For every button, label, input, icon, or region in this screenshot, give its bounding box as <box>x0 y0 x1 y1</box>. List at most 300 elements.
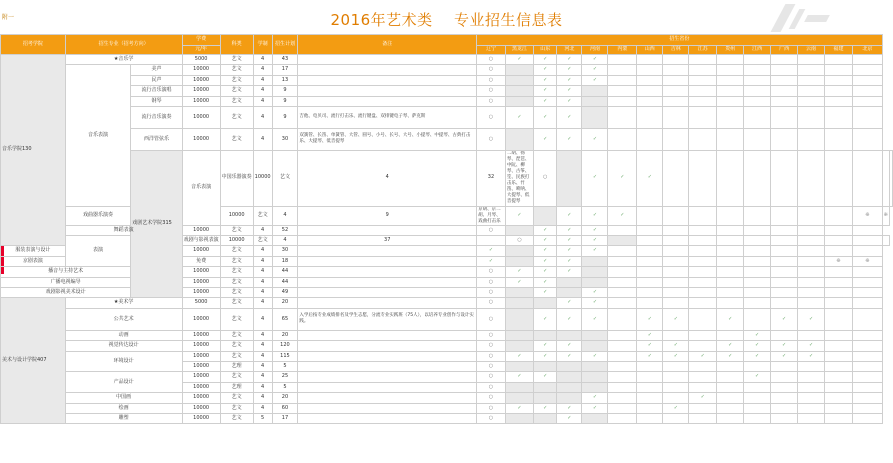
province-cell: ✓ <box>582 65 608 75</box>
notes-cell <box>298 288 477 298</box>
province-cell: ✓ <box>505 206 533 225</box>
years-cell: 4 <box>253 128 272 150</box>
province-cell <box>663 362 689 372</box>
province-cell: ✓ <box>557 96 582 106</box>
province-cell <box>582 267 608 277</box>
province-cell <box>825 382 853 392</box>
province-cell <box>663 75 689 85</box>
notes-cell <box>298 413 477 423</box>
province-header: 吉林 <box>663 46 689 55</box>
province-header: 内蒙 <box>608 46 637 55</box>
major-cell: 表演 <box>65 236 131 267</box>
category-cell: 艺理 <box>220 362 253 372</box>
table-row <box>1 393 893 403</box>
province-cell <box>557 288 582 298</box>
province-cell: ○ <box>477 403 506 413</box>
years-cell: 4 <box>253 96 272 106</box>
province-cell: ❊ <box>852 206 882 225</box>
category-cell: 艺文 <box>253 206 272 225</box>
table-row <box>1 308 893 330</box>
province-cell: ✓ <box>582 288 608 298</box>
province-cell <box>637 106 663 128</box>
header-row-1 <box>1 35 893 46</box>
table-row <box>1 65 893 75</box>
major-cell: ★音乐学 <box>65 55 182 65</box>
province-cell <box>505 86 533 96</box>
province-cell: ✓ <box>771 341 798 351</box>
province-cell: ○ <box>477 65 506 75</box>
province-cell <box>852 341 882 351</box>
province-cell <box>798 150 825 206</box>
plan-cell: 60 <box>272 403 298 413</box>
province-cell <box>852 267 882 277</box>
province-cell: ✓ <box>557 246 582 256</box>
province-cell <box>744 225 771 235</box>
province-cell <box>852 298 882 308</box>
fee-cell: 10000 <box>182 403 220 413</box>
notes-cell <box>298 382 477 392</box>
province-header: 广西 <box>771 46 798 55</box>
province-cell <box>689 267 717 277</box>
province-cell <box>637 75 663 85</box>
province-cell <box>689 308 717 330</box>
province-cell: ○ <box>477 277 506 287</box>
province-cell <box>637 372 663 382</box>
notes-cell <box>298 362 477 372</box>
province-cell <box>505 330 533 340</box>
province-cell <box>689 128 717 150</box>
province-cell: ✓ <box>717 341 744 351</box>
province-cell <box>798 246 825 256</box>
province-cell <box>637 267 663 277</box>
province-cell <box>771 150 798 206</box>
province-cell <box>825 96 853 106</box>
province-cell <box>505 413 533 423</box>
province-header: 辽宁 <box>477 46 506 55</box>
major-cell: 舞蹈表演 <box>65 225 182 235</box>
province-cell: ❊ <box>852 256 882 266</box>
province-cell: ○ <box>505 236 533 246</box>
major-cell: 产品设计 <box>65 372 182 393</box>
province-cell <box>534 413 557 423</box>
province-cell <box>852 330 882 340</box>
watermark-logo-shape <box>804 15 830 22</box>
province-cell <box>852 372 882 382</box>
province-cell <box>608 372 637 382</box>
province-cell <box>852 362 882 372</box>
province-cell <box>582 372 608 382</box>
table-row <box>1 413 893 423</box>
province-cell <box>798 372 825 382</box>
province-cell <box>798 128 825 150</box>
notes-cell <box>298 96 477 106</box>
province-cell <box>825 236 853 246</box>
plan-cell: 65 <box>272 308 298 330</box>
fee-cell: 10000 <box>182 75 220 85</box>
notes-cell: 入学后按专业成绩排名及学生志愿，分流专业实践班（75人），以培养专业创作与设计实践。 <box>298 308 477 330</box>
province-cell <box>663 225 689 235</box>
province-cell <box>534 330 557 340</box>
province-cell <box>608 288 637 298</box>
province-cell <box>557 277 582 287</box>
province-cell <box>663 256 689 266</box>
province-cell <box>852 225 882 235</box>
province-cell: ✓ <box>534 106 557 128</box>
province-cell <box>744 277 771 287</box>
category-cell: 艺文 <box>220 96 253 106</box>
province-cell <box>798 298 825 308</box>
major-cell: 动画 <box>65 330 182 340</box>
province-cell <box>663 65 689 75</box>
province-cell: ✓ <box>505 372 533 382</box>
years-cell: 4 <box>253 106 272 128</box>
corner-label: 附一 <box>2 14 15 21</box>
years-cell: 4 <box>253 277 272 287</box>
category-cell: 艺文 <box>220 55 253 65</box>
category-cell: 艺文 <box>220 246 253 256</box>
province-cell: ✓ <box>505 277 533 287</box>
province-cell <box>771 256 798 266</box>
direction-cell: 中国乐器演奏 <box>220 150 253 206</box>
province-cell <box>608 96 637 106</box>
plan-cell: 9 <box>272 106 298 128</box>
province-cell <box>637 236 663 246</box>
fee-cell: 10000 <box>182 372 220 382</box>
notes-cell: 京胡、京二胡、月琴、戏曲打击乐 <box>477 206 506 225</box>
province-cell <box>744 298 771 308</box>
province-cell: ○ <box>477 96 506 106</box>
province-cell: ✓ <box>557 256 582 266</box>
category-cell: 艺文 <box>220 308 253 330</box>
province-cell <box>717 150 744 206</box>
province-cell <box>663 298 689 308</box>
province-cell <box>505 341 533 351</box>
province-cell <box>608 298 637 308</box>
fee-cell: 10000 <box>253 150 272 206</box>
province-cell: ✓ <box>534 308 557 330</box>
table-row <box>1 298 893 308</box>
college-cell: 美术与设计学院407 <box>1 298 66 424</box>
province-cell <box>882 236 889 246</box>
province-cell <box>689 382 717 392</box>
direction-cell: 流行音乐演唱 <box>131 86 182 96</box>
province-cell <box>505 362 533 372</box>
major-cell: 中国画 <box>65 393 182 403</box>
table-row <box>1 150 893 206</box>
direction-cell: 美声 <box>131 65 182 75</box>
province-cell <box>637 96 663 106</box>
years-cell: 4 <box>253 55 272 65</box>
notes-cell <box>298 341 477 351</box>
province-cell <box>637 246 663 256</box>
province-cell: ✓ <box>582 403 608 413</box>
province-cell: ✓ <box>534 403 557 413</box>
province-cell: ✓ <box>798 351 825 361</box>
province-cell: ✓ <box>557 351 582 361</box>
province-cell <box>852 128 882 150</box>
category-cell: 艺文 <box>272 150 298 206</box>
province-cell <box>744 75 771 85</box>
years-cell: 4 <box>253 75 272 85</box>
province-cell: ○ <box>477 413 506 423</box>
province-cell <box>608 341 637 351</box>
province-cell: ○ <box>477 330 506 340</box>
province-cell <box>582 362 608 372</box>
province-cell <box>852 150 882 206</box>
province-cell <box>505 246 533 256</box>
province-cell <box>798 86 825 96</box>
notes-cell <box>298 86 477 96</box>
province-cell: ✓ <box>771 308 798 330</box>
province-cell <box>689 75 717 85</box>
province-cell: ✓ <box>717 308 744 330</box>
notes-cell: 双簧管、长笛、单簧管、大管、圆号、小号、长号、大号、小提琴、中提琴、古典打击乐、大提琴、低音提琴 <box>298 128 477 150</box>
table-row <box>1 128 893 150</box>
province-cell <box>825 106 853 128</box>
province-cell <box>744 393 771 403</box>
province-cell <box>663 106 689 128</box>
major-cell: 音乐表演 <box>182 150 220 225</box>
province-cell: ✓ <box>505 267 533 277</box>
category-cell: 艺文 <box>220 106 253 128</box>
province-header: 云南 <box>798 46 825 55</box>
province-cell <box>663 372 689 382</box>
province-cell: ✓ <box>582 128 608 150</box>
province-cell <box>505 65 533 75</box>
notes-cell <box>298 403 477 413</box>
province-cell <box>771 225 798 235</box>
province-cell <box>852 65 882 75</box>
province-cell <box>825 372 853 382</box>
province-cell <box>608 128 637 150</box>
province-cell <box>798 206 825 225</box>
years-cell: 4 <box>253 288 272 298</box>
fee-cell: 10000 <box>182 362 220 372</box>
province-cell <box>663 267 689 277</box>
notes-cell <box>298 55 477 65</box>
col-plan: 招生计划 <box>272 35 298 55</box>
province-cell <box>689 106 717 128</box>
province-cell: ✓ <box>534 372 557 382</box>
province-cell: ✓ <box>477 256 506 266</box>
province-cell <box>798 277 825 287</box>
title-left: 2016年艺术类 <box>330 11 433 29</box>
notes-cell <box>298 225 477 235</box>
province-cell <box>689 341 717 351</box>
province-cell <box>689 246 717 256</box>
plan-cell: 44 <box>272 277 298 287</box>
plan-cell: 20 <box>272 393 298 403</box>
province-cell <box>637 65 663 75</box>
province-cell <box>689 413 717 423</box>
province-cell <box>505 75 533 85</box>
category-cell: 艺文 <box>220 403 253 413</box>
province-cell <box>798 393 825 403</box>
province-cell <box>637 86 663 96</box>
province-cell <box>798 288 825 298</box>
years-cell: 4 <box>253 403 272 413</box>
col-provinces-group: 招生省份 <box>477 35 883 46</box>
province-cell: ✓ <box>557 341 582 351</box>
plan-cell: 13 <box>272 75 298 85</box>
category-cell: 艺文 <box>220 128 253 150</box>
province-cell <box>717 225 744 235</box>
fee-cell: 10000 <box>182 128 220 150</box>
years-cell: 4 <box>253 225 272 235</box>
notes-cell <box>298 256 477 266</box>
province-header: 北京 <box>852 46 882 55</box>
province-cell <box>744 96 771 106</box>
years-cell: 5 <box>253 413 272 423</box>
province-cell <box>825 403 853 413</box>
province-cell <box>825 206 853 225</box>
notes-cell: 吉他、电贝司、流行打击乐、流行键盘、双排键电子琴、萨克斯 <box>298 106 477 128</box>
province-cell <box>689 277 717 287</box>
province-cell <box>771 393 798 403</box>
province-cell: ✓ <box>717 351 744 361</box>
province-cell <box>744 288 771 298</box>
province-cell <box>744 308 771 330</box>
province-cell <box>608 236 637 246</box>
province-cell: ✓ <box>557 267 582 277</box>
province-cell <box>637 256 663 266</box>
province-cell <box>557 362 582 372</box>
province-cell <box>771 277 798 287</box>
province-cell <box>852 75 882 85</box>
fee-cell: 10000 <box>220 236 253 246</box>
province-cell <box>689 298 717 308</box>
province-cell: ✓ <box>582 246 608 256</box>
table-row <box>1 96 893 106</box>
province-cell: ✓ <box>557 308 582 330</box>
province-cell <box>798 403 825 413</box>
notes-cell <box>298 298 477 308</box>
province-cell <box>637 403 663 413</box>
years-cell: 4 <box>272 206 298 225</box>
province-cell <box>717 277 744 287</box>
years-cell: 4 <box>253 393 272 403</box>
years-cell: 4 <box>253 330 272 340</box>
province-cell <box>534 393 557 403</box>
province-cell <box>689 256 717 266</box>
province-cell <box>744 413 771 423</box>
province-cell: ✓ <box>582 75 608 85</box>
province-cell <box>534 298 557 308</box>
province-cell <box>852 106 882 128</box>
years-cell: 4 <box>253 362 272 372</box>
province-cell: ✓ <box>534 246 557 256</box>
province-cell: ○ <box>477 362 506 372</box>
province-cell: ✓ <box>582 393 608 403</box>
province-cell: ✓ <box>557 86 582 96</box>
plan-cell: 18 <box>272 256 298 266</box>
years-cell: 4 <box>253 308 272 330</box>
province-cell <box>771 246 798 256</box>
province-cell <box>825 393 853 403</box>
plan-cell: 44 <box>272 267 298 277</box>
fee-cell: 10000 <box>182 246 220 256</box>
province-cell <box>689 55 717 65</box>
province-cell: ✓ <box>534 351 557 361</box>
plan-cell: 43 <box>272 55 298 65</box>
college-cell: 音乐学院130 <box>1 55 66 246</box>
province-cell: ✓ <box>557 106 582 128</box>
province-cell: ✓ <box>582 308 608 330</box>
province-cell <box>663 86 689 96</box>
plan-cell: 37 <box>298 236 477 246</box>
years-cell: 4 <box>253 256 272 266</box>
province-cell <box>663 96 689 106</box>
province-header: 山西 <box>637 46 663 55</box>
province-cell <box>798 106 825 128</box>
col-category: 科类 <box>220 35 253 55</box>
province-cell: ○ <box>477 298 506 308</box>
province-cell: ✓ <box>477 246 506 256</box>
province-cell <box>637 362 663 372</box>
province-cell <box>825 330 853 340</box>
category-cell: 艺文 <box>220 65 253 75</box>
province-cell: ○ <box>477 351 506 361</box>
province-cell: ✓ <box>663 403 689 413</box>
province-cell <box>637 288 663 298</box>
province-cell: ❊ <box>825 256 853 266</box>
plan-cell: 49 <box>272 288 298 298</box>
province-cell <box>582 86 608 96</box>
category-cell: 艺文 <box>220 341 253 351</box>
province-cell: ✓ <box>637 341 663 351</box>
plan-cell: 115 <box>272 351 298 361</box>
major-cell: 广播电视编导 <box>1 277 131 287</box>
years-cell: 4 <box>253 382 272 392</box>
province-cell: ✓ <box>771 351 798 361</box>
province-cell <box>608 308 637 330</box>
province-cell <box>771 288 798 298</box>
province-cell <box>717 362 744 372</box>
category-cell: 艺文 <box>253 236 272 246</box>
notes-cell <box>477 236 506 246</box>
fee-cell: 10000 <box>182 96 220 106</box>
notes-cell <box>298 330 477 340</box>
province-cell <box>637 206 663 225</box>
province-cell <box>852 288 882 298</box>
province-cell <box>637 277 663 287</box>
province-cell <box>663 382 689 392</box>
province-cell <box>608 382 637 392</box>
category-cell: 艺文 <box>220 267 253 277</box>
province-cell <box>852 277 882 287</box>
province-cell: ○ <box>477 267 506 277</box>
province-cell <box>825 288 853 298</box>
province-cell <box>717 206 744 225</box>
province-cell <box>505 225 533 235</box>
category-cell: 艺文 <box>220 372 253 382</box>
province-cell <box>825 308 853 330</box>
province-cell <box>689 96 717 106</box>
province-cell: ✓ <box>505 351 533 361</box>
province-cell: ✓ <box>557 75 582 85</box>
province-cell <box>608 225 637 235</box>
province-cell <box>825 413 853 423</box>
province-cell <box>771 413 798 423</box>
province-cell <box>689 372 717 382</box>
notes-cell <box>298 393 477 403</box>
years-cell: 4 <box>253 351 272 361</box>
province-cell: ✓ <box>534 267 557 277</box>
province-cell: ✓ <box>689 351 717 361</box>
province-cell <box>852 96 882 106</box>
province-cell <box>663 288 689 298</box>
province-cell <box>582 330 608 340</box>
